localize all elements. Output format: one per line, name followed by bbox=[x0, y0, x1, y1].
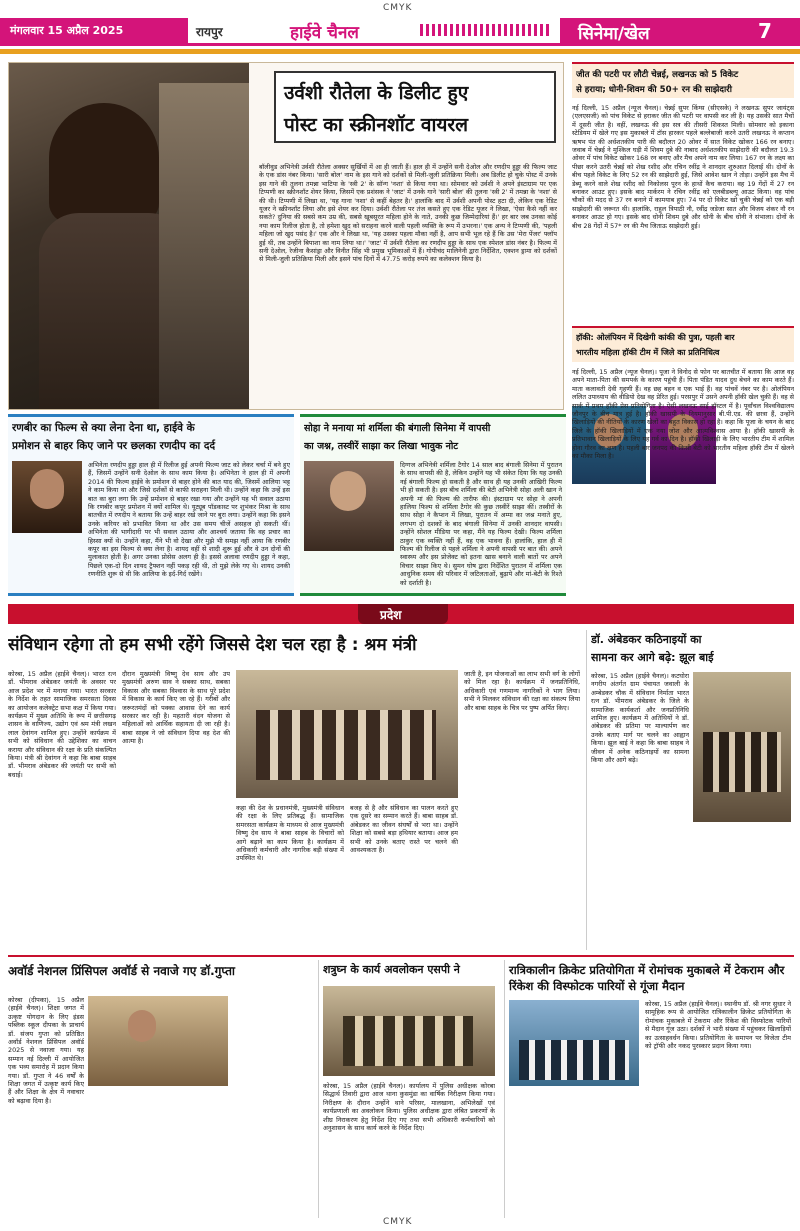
cricket-headline: रात्रिकालीन क्रिकेट प्रतियोगिता में रोमांचक मुकाबले में टेकराम और रिंकेश की विस्फोटक पारियों से गूंजा मैदान bbox=[509, 963, 785, 993]
hockey-article bbox=[572, 326, 794, 596]
gupta-face bbox=[128, 1010, 156, 1042]
ambedkar-article bbox=[586, 630, 794, 950]
lsg-headline-2: से हराया; धोनी-शिवम की 50+ रन की साझेदारी bbox=[576, 85, 732, 95]
gupta-photo bbox=[88, 996, 228, 1086]
randeep-face bbox=[30, 469, 64, 509]
ambedkar-headline-2: सामना कर आगे बढ़े: झूल बाई bbox=[591, 651, 714, 664]
lsg-headline-box bbox=[572, 62, 794, 98]
team-shape bbox=[519, 1040, 629, 1080]
group-shape bbox=[703, 732, 781, 792]
lsg-headline-1: जीत की पटरी पर लौटी चेन्नई, लखनऊ को 5 विकेट bbox=[576, 70, 739, 80]
issue-date: मंगलवार 15 अप्रैल 2025 bbox=[10, 24, 124, 37]
cricket-body: कोरबा, 15 अप्रैल (हाईवे चैनल)। स्थानीय डॉ. श्री नगर सुधार ने सामूहिक रूप से आयोजित रात्रिकालीन क्रिकेट प्रतियोगिता के रोमांचक मुकाबले में टेकराम और रिंकेश की विस्फोटक पारियों से मैदान गूंज उठा। दर्शकों ने भारी संख्या में पहुंचकर खिलाड़ियों का उत्साहवर्धन किया। प्रतियोगिता के समापन पर विजेता टीम को ट्रॉफी और नकद पुरस्कार प्रदान किया गया। bbox=[645, 1000, 791, 1051]
gupta-headline: अवॉर्ड नेशनल प्रिंसिपल अवॉर्ड से नवाजे गए डॉ.गुप्ता bbox=[8, 964, 236, 978]
sharmila-body: दिग्गज अभिनेत्री शर्मिला टैगोर 14 साल बाद बंगाली सिनेमा में पुरातन के साथ वापसी की है, लेकिन उन्होंने यह भी संकेत दिया कि यह उनकी नई बंगाली फिल्म हो सकती है और साथ ही यह उनकी आखिरी फिल्म भी हो सकती है। इस बीच शर्मिला की बेटी अभिनेत्री सोहा अली खान ने अपनी मां की फिल्म की तारीफ की। इंस्टाग्राम पर सोहा ने अपनी हालिया फिल्म से शर्मिला टैगोर की कुछ तस्वीरें साझा कीं। तस्वीरों के साथ सोहा ने कैप्शन में लिखा, पुरातन में अम्मा का जश्न मनाते हुए, लगभग दो दशकों के बाद बंगाली सिनेमा में उनकी शानदार वापसी। उन्होंने सोशल मीडिया पर कहा, मैंने यह फिल्म देखी। फिल्म शर्मिला ठाकुर एक व्यक्ति नहीं हैं, वह एक भावना हैं। हालांकि, हाल ही में फिल्म की रिलीज से पहले शर्मिला ने अपनी वापसी पर बात की। अपने स्वास्थ्य और इस प्रोजेक्ट को इतना खास बनाने वाली बातों पर अपने विचार साझा किए थे। सुमन घोष द्वारा निर्देशित पुरातन में शर्मिला एक आधुनिक समय की परिवार में जटिलताओं, बुढ़ापे और मां-बेटी के रिश्ते को दर्शाती है। bbox=[400, 461, 562, 587]
page-number: 7 bbox=[758, 19, 772, 43]
shastrugna-article bbox=[318, 960, 498, 1218]
randeep-headline-2: प्रमोशन से बाहर किए जाने पर छलका रणदीप का दर्द bbox=[12, 440, 216, 452]
randeep-body: अभिनेता रणदीप हुड्डा हाल ही में रिलीज हुई अपनी फिल्म जाट को लेकर चर्चा में बने हुए हैं, जिसमें उन्होंने सनी देओल के साथ काम किया है। अभिनेता ने हाल ही में अपनी 2014 की फिल्म हाईवे के प्रमोशन से बाहर होने की बात याद की, जिसमें आलिया भट्ट ने काम किया था और जिसे दर्शकों से काफी सराहना मिली थी। उन्होंने कहा कि उन्हें इस बात का बुरा लगा कि उन्हें प्रमोशन से बाहर रखा गया और उन्होंने यह भी सवाल उठाया कि रणबीर कपूर प्रमोशन में क्यों शामिल थे। यूट्यूब पॉडकास्ट पर शुभंकर मिश्रा के साथ बातचीत में रणदीप ने बताया कि उन्हें बाहर रखे जाने पर बुरा लगा। उन्होंने कहा कि इसने उनके करियर को प्रभावित किया था और उस समय चीजें असहज हो सकती थीं। अभिनेता की भागीदारी पर भी सवाल उठाया और आश्चर्य जताया कि वह प्रचार का हिस्सा क्यों थे। उन्होंने कहा, मैंने भी वो देखा और मुझे भी समझ नहीं आया कि रणबीर कपूर का इस फिल्म से क्या लेना है। शायद वहीं से शादी शुरू हुई और वे उन दोनों की मुलाकात होती है। अगर उनका प्रोसेस अलग ही है। इससे अलावा रणदीप हुड्डा ने कहा, पिछले एक-दो दिन शायद ट्रैफ्शन नहीं पकड़ रही थी, तो मुझे लेके गए थे। शायद उनकी रणनीति शुरू से थी कि आलिया के इर्द-गिर्द रखेंगे। bbox=[88, 461, 290, 579]
samvidhan-headline: संविधान रहेगा तो हम सभी रहेंगे जिससे देश चल रहा है : श्रम मंत्री bbox=[8, 635, 417, 655]
urvashi-article bbox=[8, 62, 564, 410]
throne-shape bbox=[159, 83, 249, 409]
color-registration: CMYK bbox=[383, 3, 413, 13]
ambedkar-body: कोरबा, 15 अप्रैल (हाईवे चैनल)। कटघोरा नगरीय अंतर्गत ग्राम पंचायत जवाली के अम्बेडकर चौक में संविधान निर्माता भारत रत्न डॉ. भीमराव अंबेडकर के जिले के सामाजिक कार्यकर्ता और जनप्रतिनिधि शामिल हुए। कार्यक्रम में अतिथियों ने डॉ. अंबेडकर की प्रतिमा पर माल्यार्पण कर उनके बताए मार्ग पर चलने का आह्वान किया। झूल बाई ने कहा कि बाबा साहब ने जीवन में अनेक कठिनाइयों का सामना किया और आगे बढ़े। bbox=[591, 672, 689, 765]
samvidhan-col-4: बजह से है और संविधान का पालन करते हुए एक दूसरे का सम्मान करते हैं। बाबा साहब डॉ. अंबेडकर का जीवन संघर्षों से भरा था। उन्होंने शिक्षा को सबसे बड़ा हथियार बताया। आज हम सभी को उनके बताए रास्ते पर चलने की आवश्यकता है। bbox=[350, 804, 458, 855]
samvidhan-photo bbox=[236, 670, 458, 798]
shastrugna-body: कोरबा, 15 अप्रैल (हाईवे चैनल)। कार्यालय में पुलिस अधीक्षक कोरबा सिद्धार्थ तिवारी द्वारा आज थाना कुसमुंडा का वार्षिक निरीक्षण किया गया। निरीक्षण के दौरान उन्होंने थाने परिसर, मालखाना, अभिलेखों एवं कार्यप्रणाली का अवलोकन किया। पुलिस अधीक्षक द्वारा लंबित प्रकरणों के शीघ्र निराकरण हेतु निर्देश दिए गए तथा सभी अधिकारी कर्मचारियों को अनुशासन के साथ कार्य करने के निर्देश दिए। bbox=[323, 1082, 495, 1133]
pradesh-label: प्रदेश bbox=[380, 608, 402, 622]
shastrugna-photo bbox=[323, 986, 495, 1076]
sharmila-headline-2: का जश्न, तस्वीरें साझा कर लिखा भावुक नोट bbox=[304, 441, 459, 452]
urvashi-body: बॉलीवुड अभिनेत्री उर्वशी रौतेला अक्सर सुर्खियों में आ ही जाती हैं। हाल ही में उन्होंने सनी देओल और रणदीप हुड्डा की फिल्म जाट के एक डांस नंबर किया। 'सारी बोल' नाम के इस गाने को दर्शकों से मिली-जुली प्रतिक्रिया मिली। अब डिलीट हो चुके पोस्ट में उनके इस गाने की तुलना तमन्ना भाटिया के 'स्त्री 2' के सॉन्ग 'नशा' से किया गया था। सोमवार को उर्वशी ने अपने इंस्टाग्राम पर एक टिप्पणी का स्क्रीनशॉट शेयर किया, जिसमें एक प्रशंसक ने 'जाट' में उनके गाने 'सारी बोल' की तुलना 'स्त्री 2' में तमन्ना के 'नशा' से की थी। टिप्पणी में लिखा था, 'यह गाना 'नशा' से कहीं बेहतर है।' हालांकि बाद में उर्वशी अपनी पोस्ट हटा दी, लेकिन एक रेडिट यूजर ने स्क्रीनशॉट लिया और इसे शेयर कर दिया। उर्वशी रौतेला पर तंज कसते हुए एक रेडिट यूजर ने लिखा, 'ऐसा कैसे नहीं कर सकते? दुनिया की सबसे कम उम्र की, सबसे खूबसूरत महिला होने के नाते, उनकी कुछ जिम्मेदारियां हैं।' हर बार जब उनका कोई नया काम रिलीज होता है, तो हमेशा खुद को सराहना करने वाली पहली व्यक्ति के रूप में उभरना।' एक अन्य ने टिप्पणी की, 'पहली महिला जो खुद पसंद है।' एक और ने लिखा था, 'यह उसका पहला मौका नहीं है, आप सभी भूल रहे हैं कि उस 'मेरा पेंजर' फ्लॉप हुई थी, तब उन्होंने बिपाशा का नाम लिया था।' 'जाट' में उर्वशी रौतेला का रणदीप हुड्डा के साथ एक स्पेशल डांस नंबर है। फिल्म में सनी देओल, रेजीना कैसांड्रा और विनीत सिंह भी प्रमुख भूमिकाओं में हैं। गोपीचंद मालिनेनी द्वारा निर्देशित, एक्शन ड्रामा को दर्शकों से मिली-जुली प्रतिक्रिया मिली और इसने पांच दिनों में 47.75 करोड़ रुपये का कलेक्शन किया है। bbox=[259, 163, 557, 264]
city-name: रायपुर bbox=[196, 25, 223, 39]
urvashi-headline-box bbox=[274, 71, 556, 143]
hockey-headline-2: भारतीय महिला हॉकी टीम में जिले का प्रतिनिधित्व bbox=[576, 348, 720, 357]
section-divider bbox=[8, 955, 794, 957]
sharmila-photo bbox=[304, 461, 394, 551]
pradesh-banner bbox=[8, 604, 794, 624]
crowd-shape bbox=[256, 710, 436, 780]
newspaper-logo: हाईवे चैनल bbox=[290, 23, 359, 43]
urvashi-headline-2: पोस्ट का स्क्रीनशॉट वायरल bbox=[284, 114, 469, 136]
sharmila-face bbox=[330, 471, 366, 511]
police-shape bbox=[343, 1016, 473, 1066]
section-name: सिनेमा/खेल bbox=[578, 24, 650, 44]
samvidhan-article bbox=[8, 630, 580, 950]
section-header bbox=[560, 18, 800, 46]
hockey-body: नई दिल्ली, 15 अप्रैल (न्यूज चैनल)। पूजा ने विनोद से फोन पर बातचीत में बताया कि आज वह अपने माता-पिता की समपर्क के कारण पहुंची हैं। पिता पंडित यादव दुध बेचने का काम करते हैं। माता कलावती देवी गृहणी हैं। वह छह बहन व एक भाई हैं। वह पांचवें नंबर पर है। ओलंपियन ललित उपाध्याय की वीडियो देख वह प्रेरित हुई। परसपुर में उसने अपनी हॉकी खेल चुकी हैं। वह से सार्क में प्रथम हॉकी प्रेस प्रतियोगिता है। ऐसी लखनऊ साई हॉस्टल में है। पूर्वांचल विश्वविद्यालय जौनपुर के बीच मात्र हुई है। हॉकी खासपी के नियमानुसार बी.पी.एड. की छात्रा हैं, उन्होंने खिलाड़ियों की नीतियों के कारण खेलों का बहुत विकास हो रहा है। कहा कि पूजा के चयन के बाद जिले के हॉकी खिलाड़ियों में एक नया जोश और आत्मविश्वास आया है। हॉकी खासपी के प्रतिभावान खिलाड़ियों के लिए यह गर्व का दिन है। हॉकी खिलाड़ी के लिए भारतीय टीम में शामिल होना गौरव का क्षण है। पहली बार जनपद की किसी बेटी को भारतीय महिला हॉकी टीम में खेलने का मौका मिला है। bbox=[572, 368, 794, 461]
shastrugna-headline: शत्रुघ्न के कार्य अवलोकन एसपी ने bbox=[323, 963, 460, 976]
samvidhan-col-1: कोरबा, 15 अप्रैल (हाईवे चैनल)। भारत रत्न डॉ. भीमराव अंबेडकर जयंती के अवसर पर आज प्रदेश भर में मनाया गया। भारत सरकार के निर्देश के तहत सामाजिक समरसता दिवस का आयोजन कलेक्ट्रेट सभा कक्ष में किया गया। कार्यक्रम में मुख्य अतिथि के रूप में छत्तीसगढ़ शासन के वाणिज्य, उद्योग एवं श्रम मंत्री लखन लाल देवांगन शामिल हुए। उन्होंने कार्यक्रम में सभी को संविधान की उद्देशिका का वाचन कराया और संविधान की रक्षा के प्रति संकल्पित किया। मंत्री श्री देवांगन ने कहा कि बाबा साहब डॉ. भीमराव अंबेडकर की जयंती पर सभी को बधाई। bbox=[8, 670, 116, 779]
header-stripe bbox=[0, 49, 800, 54]
gupta-body: कोरबा (दीपका), 15 अप्रैल (हाईवे चैनल)। शिक्षा जगत में उत्कृष्ट योगदान के लिए इंडस पब्लिक स्कूल दीपका के प्राचार्य डॉ. संजय गुप्ता को प्रतिष्ठित अवॉर्ड नेशनल प्रिंसिपल अवॉर्ड 2025 से नवाजा गया। यह सम्मान नई दिल्ली में आयोजित एक भव्य समारोह में प्रदान किया गया। डॉ. गुप्ता ने 46 वर्षों के शिक्षा जगत में उत्कृष्ट कार्य किए हैं और शिक्षा के क्षेत्र में नवाचार को बढ़ावा दिया है। bbox=[8, 996, 84, 1105]
urvashi-photo bbox=[9, 63, 249, 409]
ambedkar-headline-1: डॉ. अंबेडकर कठिनाइयों का bbox=[591, 633, 702, 646]
pradesh-tab bbox=[358, 604, 448, 624]
cricket-article bbox=[504, 960, 794, 1218]
cricket-photo bbox=[509, 1000, 639, 1086]
color-registration-bottom: CMYK bbox=[383, 1217, 413, 1227]
sharmila-headline-1: सोहा ने मनाया मां शर्मिला की बंगाली सिनेमा में वापसी bbox=[304, 423, 491, 434]
randeep-article bbox=[8, 414, 294, 596]
lsg-body: नई दिल्ली, 15 अप्रैल (न्यूज चैनल)। चेन्नई सुपर किंग्स (सीएसके) ने लखनऊ सुपर जायंट्स (एलएसजी) को पांच विकेट से हराकर जीत की पटरी पर वापसी कर ली है। यह उसकी सात मैचों में दूसरी जीत है। वहीं, लखनऊ की इस सत्र की तीसरी शिकस्त मिली। सोमवार को इकाना स्टेडियम में खेले गए इस मुकाबले में टॉस हारकर पहले बल्लेबाजी करने उतरी लखनऊ ने कप्तान ऋषभ पंत की अर्धशतकीय पारी की बदौलत 20 ओवर में सात विकेट खोकर 166 रन बनाए। जवाब में चेन्नई ने मुश्किल घड़ी में शिवम दुबे की नाबाद अर्धशतकीय साझेदारी की बदौलत 19.3 ओवर में पांच विकेट खोकर 168 रन बनाए और मैच अपने नाम कर लिया। 167 रन के लक्ष्य का पीछा करने उतरी चेन्नई को शेख रशीद और रचिन रवींद्र ने शानदार शुरुआत दिलाई थी। दोनों के बीच पहले विकेट के लिए 52 रन की साझेदारी हुई, जिसे आवेश खान ने तोड़ा। उन्होंने इस मैच में डेब्यू करने वाले शेख रशीद को निकोलस पूरन के हाथों कैच कराया। वह 19 गेंदों में 27 रन बनाकर आउट हुए। इसके बाद मार्करम ने रचिन रवींद्र को एलबीडब्ल्यू आउट किया। वह पांच चौकों की मदद से 37 रन बनाने में कामयाब हुए। 74 पर दो विकेट खो चुकी चेन्नई को एक बड़ी साझेदारी की जरूरत थी। हालांकि, राहुल त्रिपाठी नौ, रवींद्र जडेजा सात और विजय शंकर नौ रन बनाकर आउट हो गए। इसके बाद धोनी शिवम दुबे और धोनी के बीच धोनी ने संभाला। दोनों के बीच 28 गेंदों में 57* रन की मैच जिताऊ साझेदारी हुई। bbox=[572, 104, 794, 230]
randeep-photo bbox=[12, 461, 82, 533]
hair-shape bbox=[49, 103, 159, 223]
hockey-headline-box bbox=[572, 326, 794, 362]
samvidhan-col-2: दौरान मुख्यमंत्री विष्णु देव साय और उप मुख्यमंत्री अरुण साव ने सबका साथ, सबका विकास और सबका विश्वास के साथ पूरे प्रदेश में विकास के कार्य किए जा रहे हैं। गरीबों और जरूरतमंदों को पक्का आवास देने का कार्य सरकार कर रही है। महतारी वंदन योजना से महिलाओं को आर्थिक सहायता दी जा रही है। बाबा साहब ने जो संविधान दिया वह देश की आत्मा है। bbox=[122, 670, 230, 746]
date-block bbox=[0, 18, 188, 43]
samvidhan-col-5: जाती है, इन योजनाओं का लाभ सभी वर्ग के लोगों को मिल रहा है। कार्यक्रम में जनप्रतिनिधि, अधिकारी एवं गणमान्य नागरिकों ने भाग लिया। सभी ने मिलकर संविधान की रक्षा का संकल्प लिया और बाबा साहब के चित्र पर पुष्प अर्पित किए। bbox=[464, 670, 580, 712]
samvidhan-col-3: कहा की देश के प्रधानमंत्री, मुख्यमंत्री संविधान की रक्षा के लिए प्रतिबद्ध हैं। सामाजिक समरसता कार्यक्रम के माध्यम से आज मुख्यमंत्री विष्णु देव साय ने बाबा साहब के विचारों को आगे बढ़ाने का काम किया है। कार्यक्रम में अधिकारी कर्मचारी और नागरिक बड़ी संख्या में उपस्थित थे। bbox=[236, 804, 344, 863]
hockey-headline-1: हॉकी: ओलंपियन में दिखेगी कांकी की पुत्रा, पहली बार bbox=[576, 333, 735, 342]
randeep-headline-1: रणबीर का फिल्म से क्या लेना देना था, हाईवे के bbox=[12, 422, 195, 434]
lsg-article bbox=[572, 62, 794, 322]
sharmila-article bbox=[300, 414, 566, 596]
page-header bbox=[0, 18, 560, 46]
gupta-article bbox=[8, 960, 312, 1218]
urvashi-headline-1: उर्वशी रौतेला के डिलीट हुए bbox=[284, 82, 469, 104]
ambedkar-photo bbox=[693, 672, 791, 822]
header-decoration bbox=[420, 24, 550, 36]
